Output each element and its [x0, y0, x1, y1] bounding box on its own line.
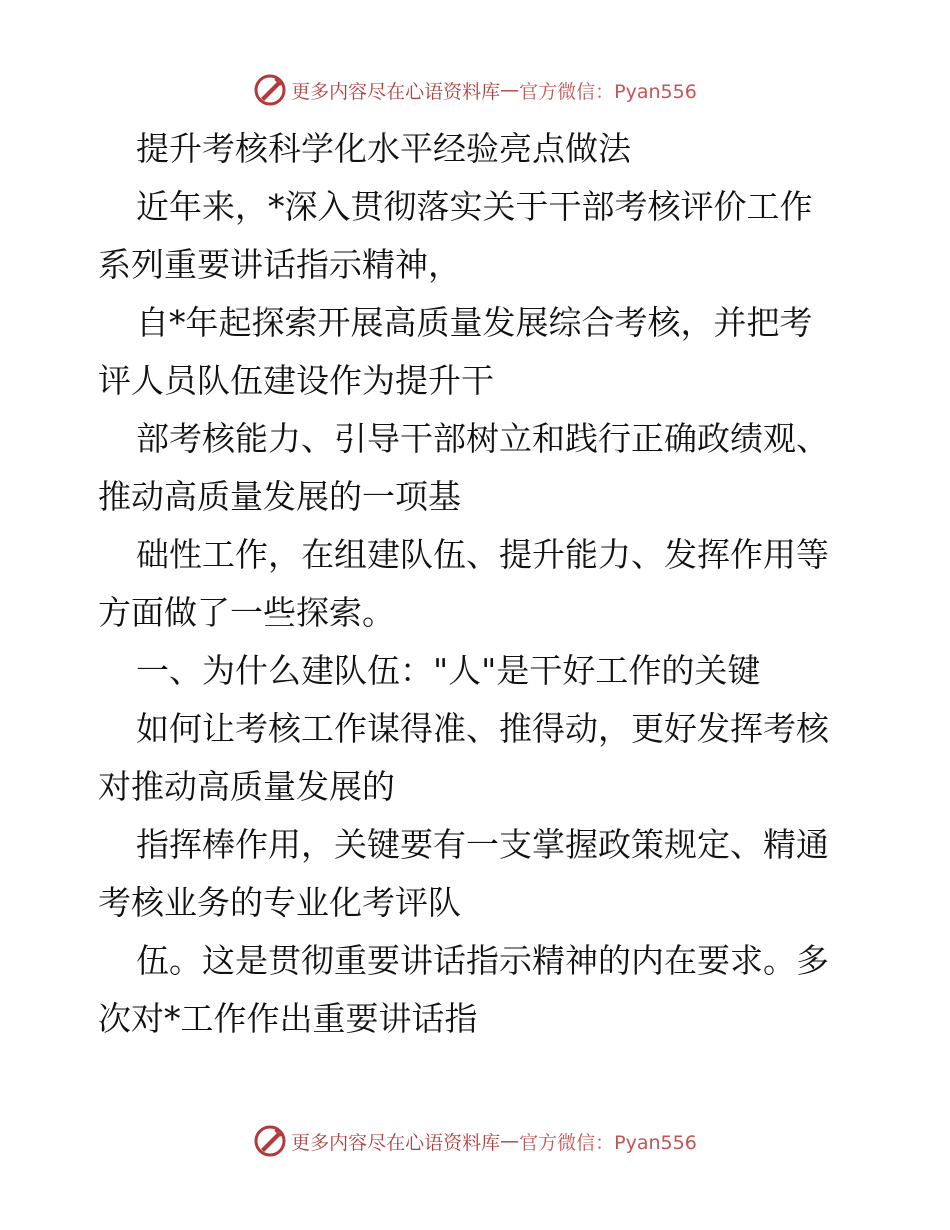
watermark-main-text: 更多内容尽在心语资料库 [291, 80, 501, 103]
text-line: 伍。这是贯彻重要讲话指示精神的内在要求。多 [136, 941, 829, 980]
header-watermark [0, 73, 950, 107]
watermark-separator: — [500, 1130, 520, 1152]
watermark-side-text: 官方微信：Pyan556 [519, 1131, 697, 1154]
quill-logo-icon [253, 73, 287, 107]
quill-logo-icon [253, 1124, 287, 1158]
text-line: 部考核能力、引导干部树立和践行正确政绩观、 [136, 419, 829, 458]
footer-watermark [0, 1124, 950, 1158]
text-line: 对推动高质量发展的 [98, 767, 395, 806]
watermark-separator: — [500, 79, 520, 101]
section-heading: 一、为什么建队伍："人"是干好工作的关键 [136, 651, 761, 690]
text-line: 评人员队伍建设作为提升干 [98, 361, 494, 400]
document-title: 提升考核科学化水平经验亮点做法 [136, 129, 631, 168]
text-line: 考核业务的专业化考评队 [98, 883, 461, 922]
text-line: 方面做了一些探索。 [98, 593, 395, 632]
text-line: 次对*工作作出重要讲话指 [98, 999, 478, 1038]
text-line: 推动高质量发展的一项基 [98, 477, 461, 516]
text-line: 指挥棒作用，关键要有一支掌握政策规定、精通 [136, 825, 829, 864]
text-line: 如何让考核工作谋得准、推得动，更好发挥考核 [136, 709, 829, 748]
text-line: 自*年起探索开展高质量发展综合考核，并把考 [136, 303, 813, 342]
watermark-main-text: 更多内容尽在心语资料库 [291, 1131, 501, 1154]
text-line: 近年来，*深入贯彻落实关于干部考核评价工作 [136, 187, 813, 226]
document-body [98, 120, 858, 1048]
watermark-side-text: 官方微信：Pyan556 [519, 80, 697, 103]
text-line: 系列重要讲话指示精神， [98, 245, 461, 284]
text-line: 础性工作，在组建队伍、提升能力、发挥作用等 [136, 535, 829, 574]
